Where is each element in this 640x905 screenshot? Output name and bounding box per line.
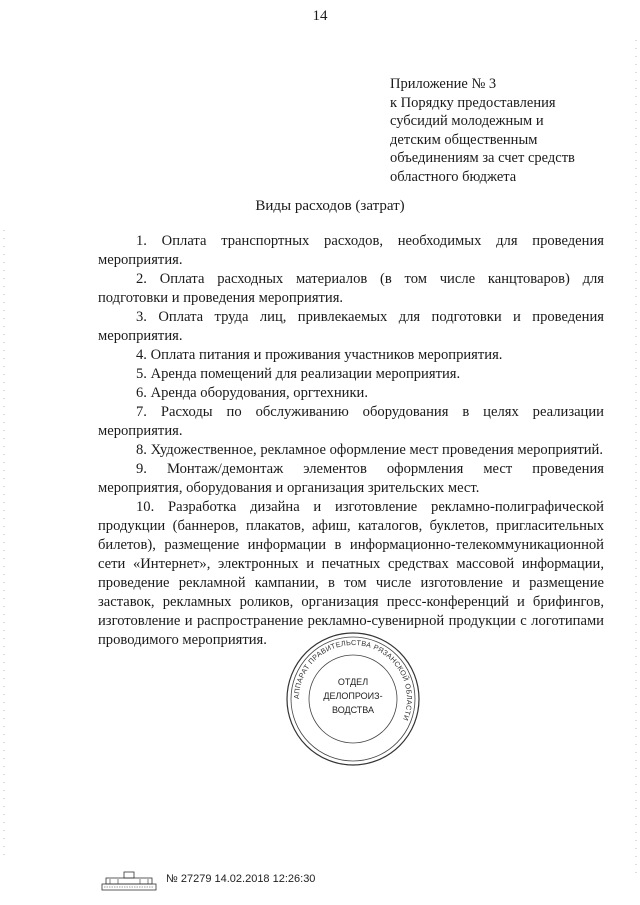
appendix-line: областного бюджета: [390, 168, 517, 185]
expense-item: 1. Оплата транспортных расходов, необходимых для проведения мероприятия.: [98, 233, 604, 268]
expense-item: 7. Расходы по обслуживанию оборудования в целях реализации мероприятия.: [98, 404, 604, 439]
expense-item: 3. Оплата труда лиц, привлекаемых для подготовки и проведения мероприятия.: [98, 309, 604, 344]
expense-item: 4. Оплата питания и проживания участников мероприятия.: [136, 347, 503, 363]
expense-item: 8. Художественное, рекламное оформление мест проведения мероприятий.: [136, 442, 603, 458]
registration-number: № 27279 14.02.2018 12:26:30: [166, 873, 316, 885]
expense-list: [98, 232, 604, 650]
stamp-ring-text: АППАРАТ ПРАВИТЕЛЬСТВА РЯЗАНСКОЙ ОБЛАСТИ: [291, 637, 415, 723]
stamp-center-line: ДЕЛОПРОИЗ-: [323, 691, 383, 701]
expense-item: 5. Аренда помещений для реализации мероприятия.: [136, 366, 461, 382]
registration-footer: [100, 870, 360, 900]
expense-item: 9. Монтаж/демонтаж элементов оформления мест проведения мероприятия, оборудования и организация зрительских мест.: [98, 461, 604, 496]
document-heading: Виды расходов (затрат): [255, 198, 405, 214]
expense-item: 2. Оплата расходных материалов (в том числе канцтоваров) для подготовки и проведения мероприятия.: [98, 271, 604, 306]
stamp-center-line: ОТДЕЛ: [337, 677, 369, 687]
appendix-block: [390, 75, 630, 186]
appendix-line: к Порядку предоставления: [390, 94, 556, 111]
office-stamp: [283, 629, 423, 769]
appendix-line: детским общественным: [390, 131, 538, 148]
stamp-center-line: ВОДСТВА: [331, 705, 375, 715]
appendix-line: объединениям за счет средств: [390, 150, 575, 166]
appendix-line: субсидий молодежным и: [390, 113, 544, 129]
archive-building-icon: [100, 870, 158, 892]
expense-item: 6. Аренда оборудования, оргтехники.: [136, 385, 369, 401]
appendix-line: Приложение № 3: [390, 76, 497, 92]
page-number: 14: [312, 8, 328, 24]
expense-item: 10. Разработка дизайна и изготовление рекламно-полиграфической продукции (баннеров, плакатов, афиш, каталогов, буклетов, пригласительных билетов), размещение информации в информационно-телекоммуникационной сети «Интернет», электронных и печатных средствах массовой информации, проведение рекламной кампании, в том числе изготовление и размещение заставок, рекламных роликов, организация пресс-конференций и брифингов, изготовление и распространение рекламно-сувенирной продукции с логотипами проводимого мероприятия.: [98, 499, 604, 648]
